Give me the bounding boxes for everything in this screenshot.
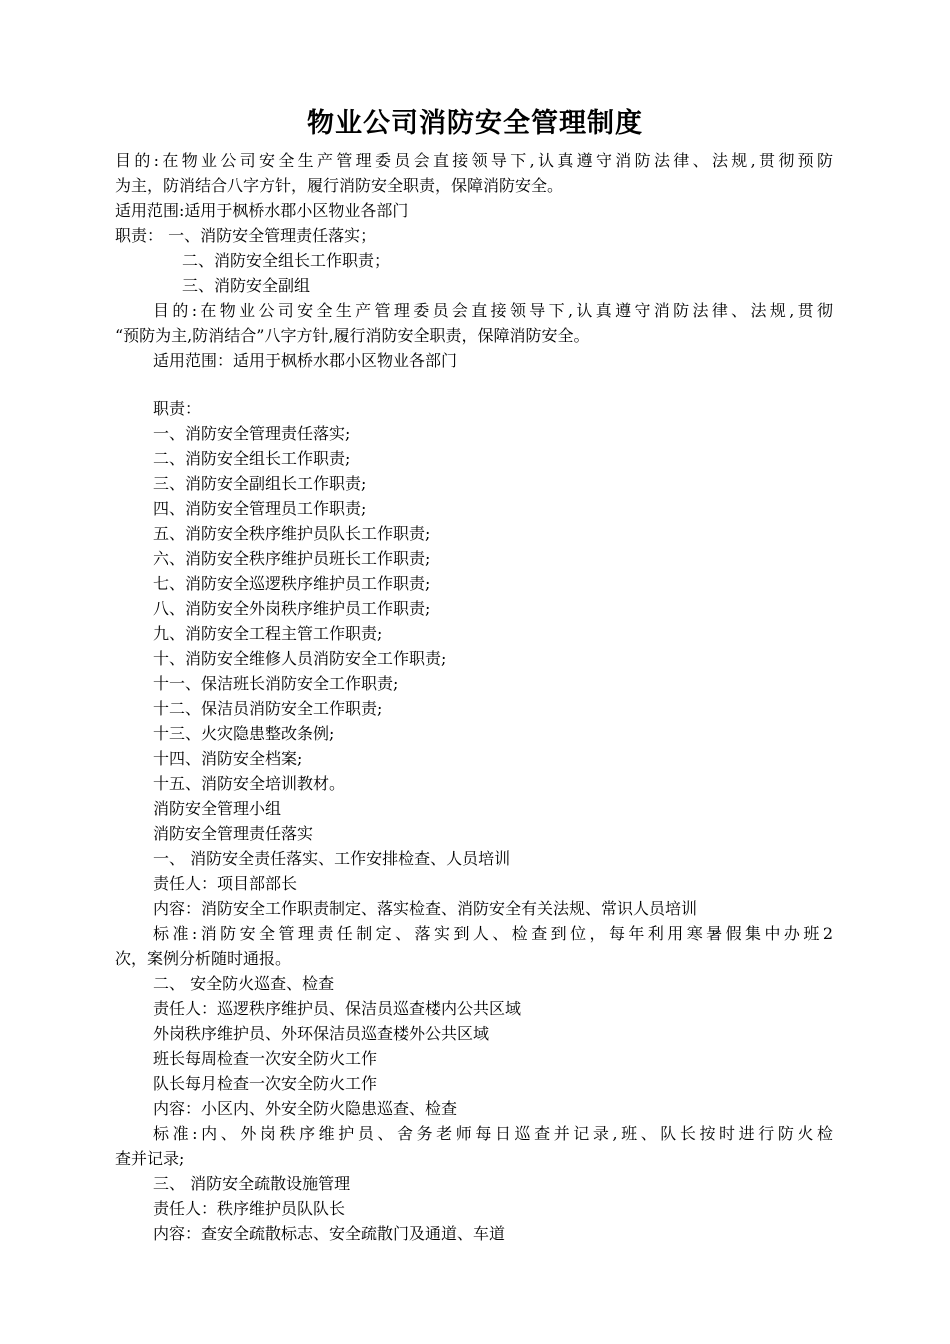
list-item: 十二、保洁员消防安全工作职责; — [153, 699, 383, 718]
paragraph-line: 外岗秩序维护员、外环保洁员巡查楼外公共区域 — [153, 1024, 490, 1043]
paragraph-line: 责任人：秩序维护员队队长 — [153, 1199, 346, 1218]
paragraph-line: 内容：查安全疏散标志、安全疏散门及通道、车道 — [153, 1224, 506, 1243]
list-item: 十四、消防安全档案; — [153, 749, 303, 768]
paragraph-line: 为主，防消结合八字方针，履行消防安全职责，保障消防安全。 — [115, 176, 564, 195]
list-item: 十一、保洁班长消防安全工作职责; — [153, 674, 399, 693]
paragraph-line: 适用范围：适用于枫桥水郡小区物业各部门 — [153, 351, 458, 370]
list-item: 六、消防安全秩序维护员班长工作职责; — [153, 549, 431, 568]
paragraph-line: 适用范围:适用于枫桥水郡小区物业各部门 — [115, 201, 409, 220]
list-item: 十五、消防安全培训教材。 — [153, 774, 346, 793]
section-heading: 消防安全管理责任落实 — [153, 824, 314, 843]
paragraph-line: 二、消防安全组长工作职责； — [182, 251, 391, 270]
paragraph-line: 三、 消防安全疏散设施管理 — [153, 1174, 351, 1193]
list-item: 九、消防安全工程主管工作职责; — [153, 624, 383, 643]
paragraph-line: 次，案例分析随时通报。 — [115, 949, 292, 968]
paragraph-line: 班长每周检查一次安全防火工作 — [153, 1049, 378, 1068]
paragraph-line: 队长每月检查一次安全防火工作 — [153, 1074, 378, 1093]
paragraph-line: 职责： — [153, 399, 202, 418]
paragraph-line: 内容：小区内、外安全防火隐患巡查、检查 — [153, 1099, 458, 1118]
list-item: 五、消防安全秩序维护员队长工作职责; — [153, 524, 431, 543]
paragraph-line: 职责： 一、消防安全管理责任落实； — [115, 226, 377, 245]
paragraph-line: 目的:在物业公司安全生产管理委员会直接领导下,认真遵守消防法律、法规,贯彻 — [153, 301, 833, 320]
list-item: 二、消防安全组长工作职责; — [153, 449, 351, 468]
paragraph-line: 二、 安全防火巡查、检查 — [153, 974, 335, 993]
list-item: 三、消防安全副组长工作职责; — [153, 474, 367, 493]
list-item: 一、消防安全管理责任落实; — [153, 424, 351, 443]
paragraph-line: 内容：消防安全工作职责制定、落实检查、消防安全有关法规、常识人员培训 — [153, 899, 698, 918]
paragraph-line: 标准:内、外岗秩序维护员、舍务老师每日巡查并记录,班、队长按时进行防火检 — [153, 1124, 833, 1143]
list-item: 十、消防安全维修人员消防安全工作职责; — [153, 649, 447, 668]
list-item: 八、消防安全外岗秩序维护员工作职责; — [153, 599, 431, 618]
paragraph-line: 标准:消防安全管理责任制定、落实到人、检查到位，每年利用寒暑假集中办班2 — [153, 924, 833, 943]
paragraph-line: 三、消防安全副组 — [182, 276, 311, 295]
paragraph-line: 查并记录; — [115, 1149, 185, 1168]
paragraph-line: 责任人：巡逻秩序维护员、保洁员巡查楼内公共区域 — [153, 999, 522, 1018]
paragraph-line: 责任人：项目部部长 — [153, 874, 298, 893]
paragraph-line: 一、 消防安全责任落实、工作安排检查、人员培训 — [153, 849, 511, 868]
list-item: 七、消防安全巡逻秩序维护员工作职责; — [153, 574, 431, 593]
paragraph-line: 目的:在物业公司安全生产管理委员会直接领导下,认真遵守消防法律、法规,贯彻预防 — [115, 151, 833, 170]
list-item: 四、消防安全管理员工作职责; — [153, 499, 367, 518]
list-item: 十三、火灾隐患整改条例; — [153, 724, 335, 743]
paragraph-line: “预防为主,防消结合”八字方针,履行消防安全职责，保障消防安全。 — [115, 326, 590, 345]
document-title: 物业公司消防安全管理制度 — [307, 108, 643, 139]
section-heading: 消防安全管理小组 — [153, 799, 282, 818]
